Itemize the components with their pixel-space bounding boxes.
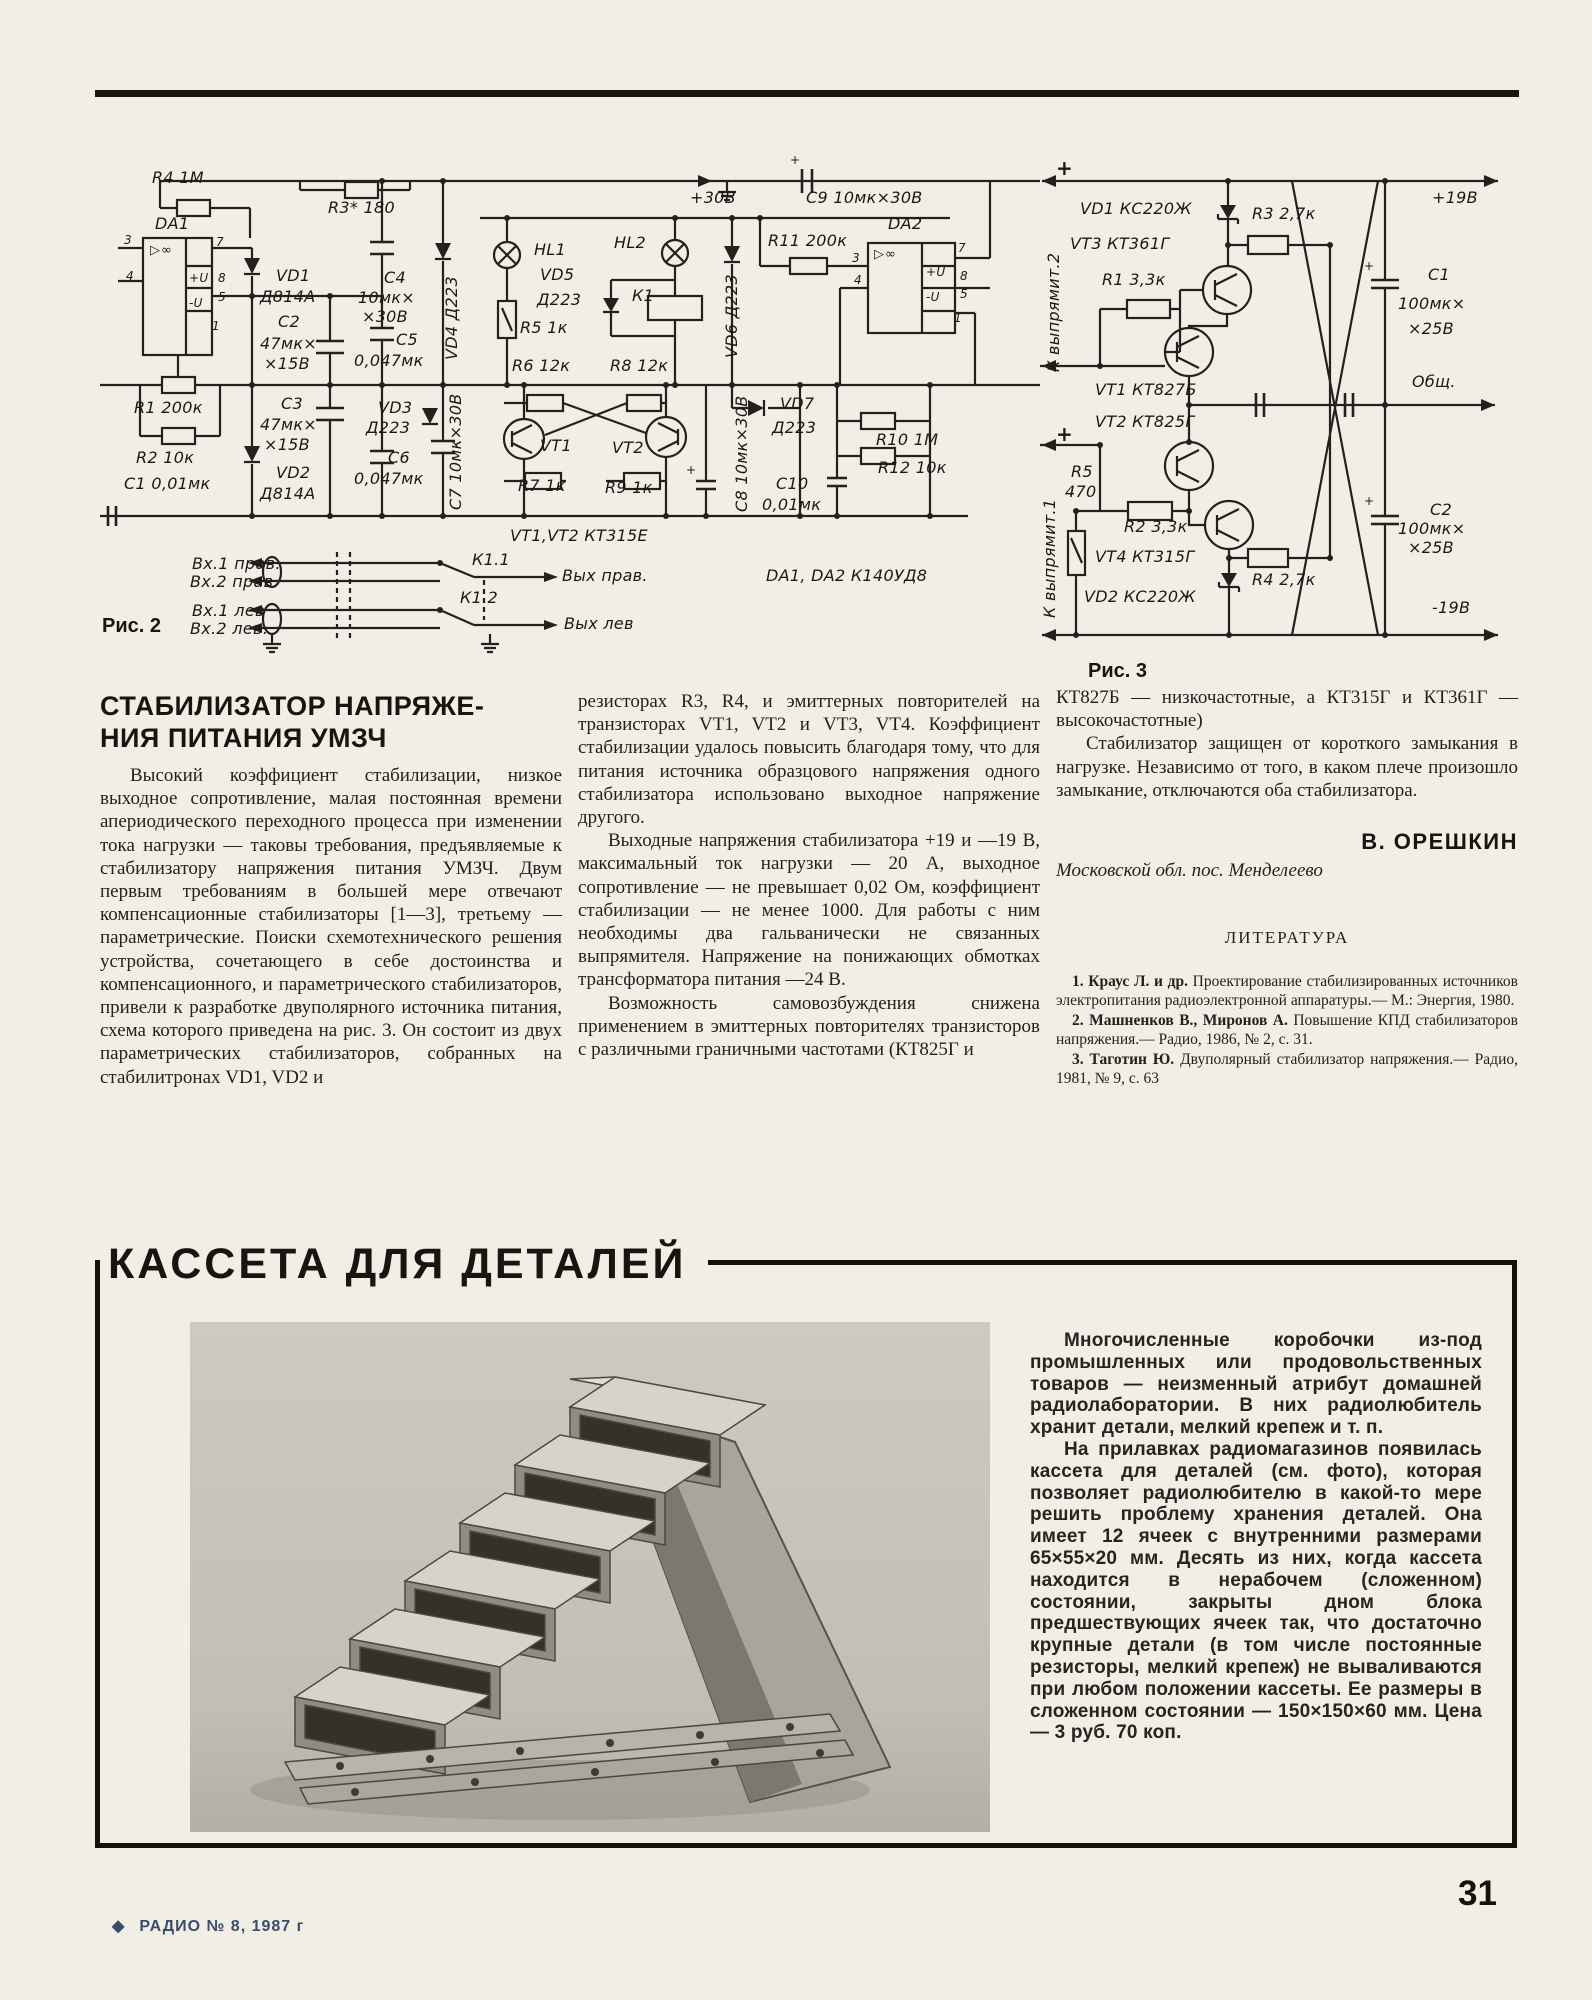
schematic-label: 47мк× [260, 334, 317, 353]
page-number: 31 [1458, 1874, 1497, 1913]
schematic-label: DA1 [155, 214, 190, 233]
schematic-label: R1 200к [134, 398, 203, 417]
reference-list [1056, 972, 1518, 1089]
schematic-label: R4 1М [152, 168, 204, 187]
schematic-label: 1 [954, 311, 962, 325]
reference-text: Двуполярный стабилизатор напряжения.— Радио, 1981, № 9, с. 63 [1056, 1050, 1518, 1088]
schematic-label: Д814А [260, 287, 316, 306]
schematic-label: R8 12к [610, 356, 669, 375]
schematic-label: ×15В [264, 435, 310, 454]
top-rule [95, 90, 1519, 97]
schematic-label: R10 1М [876, 430, 939, 449]
schematic-label: R11 200к [768, 231, 848, 250]
schematic-label: Вых прав. [562, 566, 648, 585]
author-location: Московской обл. пос. Менделеево [1056, 860, 1323, 882]
paragraph: Многочисленные коробочки из-под промышленных или продовольственных товаров — неизменный атрибут домашней радиолаборатории. В них радиолюбитель хранит детали, мелкий крепеж и т. п. [1030, 1330, 1482, 1439]
schematic-label: +19В [1432, 188, 1478, 207]
schematic-label: 4 [126, 269, 134, 283]
schematic-label: -U [926, 290, 940, 304]
schematic-label: R5 1к [520, 318, 568, 337]
reference-text: Повышение КПД стабилизаторов напряжения.— Радио, 1986, № 2, с. 31. [1056, 1011, 1519, 1049]
schematic-label: С9 10мк×30В [806, 188, 923, 207]
schematic-label: С3 [281, 394, 303, 413]
schematic-label: С7 10мк×30В [446, 393, 465, 510]
schematic-label: 8 [218, 271, 226, 285]
schematic-label: Вх.1 прав. [192, 554, 281, 573]
schematic-label: VD1 [276, 266, 311, 285]
schematic-label: -U [189, 296, 203, 310]
schematic-label: VT1 КТ827Б [1095, 380, 1197, 399]
schematic-label: VD4 Д223 [442, 276, 461, 360]
schematic-label: 3 [124, 233, 132, 247]
schematic-label: 7 [216, 235, 224, 249]
article-column-1 [100, 690, 562, 1089]
author-name: В. ОРЕШКИН [1361, 829, 1518, 855]
schematic-label: Д223 [537, 290, 582, 309]
figure-3-schematic [1040, 148, 1540, 668]
column-3-body [1056, 686, 1518, 802]
schematic-label: VT1 [540, 436, 572, 455]
schematic-label: VT2 [612, 438, 644, 457]
schematic-label: Д223 [366, 418, 411, 437]
schematic-label: С8 10мк×30В [732, 395, 751, 512]
schematic-label: R7 1к [518, 476, 566, 495]
schematic-label: С5 [396, 330, 418, 349]
schematic-label: 47мк× [260, 415, 317, 434]
schematic-label: VD6 Д223 [722, 274, 741, 358]
paragraph: Стабилизатор защищен от короткого замыкания в нагрузке. Независимо от того, в каком плече произошло замыкание, отключаются оба стабилизатора. [1056, 733, 1518, 801]
reference-authors: 1. Краус Л. и др. [1072, 972, 1188, 990]
schematic-label: 7 [958, 241, 966, 255]
schematic-label: -19В [1432, 598, 1471, 617]
schematic-label: +U [926, 265, 946, 279]
schematic-label: DA2 [888, 214, 923, 233]
schematic-label: R2 10к [136, 448, 195, 467]
schematic-label: 0,047мк [354, 351, 424, 370]
schematic-label: ▷∞ [874, 247, 897, 262]
paragraph: Высокий коэффициент стабилизации, низкое выходное сопротивление, малая постоянная времени апериодического переходного процесса при изменении тока нагрузки — таковы требования, предъявляемые к стабилизатору напряжения питания УМЗЧ. Двум первым требованиям в большей мере отвечают компенсационные стабилизаторы [1—3], третьему — параметрические. Поиски схемотехнического решения устройства, сочетающего в себе достоинства и компенсационного, и параметрического стабилизаторов, привели к разработке двуполярного источника питания, схема которого приведена на рис. 3. Он состоит из двух параметрических стабилизаторов, собранных на стабилитронах VD1, VD2 и [100, 765, 562, 1088]
reference-item [1056, 972, 1518, 1011]
schematic-label: +30В [690, 188, 736, 207]
reference-item [1056, 1011, 1518, 1050]
schematic-label: Общ. [1412, 372, 1456, 391]
figure-2-labels [100, 148, 1050, 668]
cassette-paragraphs [1030, 1330, 1482, 1744]
schematic-label: ▷∞ [150, 243, 173, 258]
schematic-label: + [1056, 422, 1074, 446]
schematic-label: С10 [776, 474, 809, 493]
schematic-label: + [1056, 156, 1074, 180]
cassette-photo-image [190, 1322, 990, 1832]
column-2-body [578, 690, 1040, 1061]
reference-text: Проектирование стабилизированных источников электропитания радиоэлектронной аппаратуры.— М.: Энергия, 1980. [1056, 972, 1519, 1010]
paragraph: КТ827Б — низкочастотные, а КТ315Г и КТ361Г — высокочастотные) [1056, 687, 1518, 732]
magazine-issue: РАДИО № 8, 1987 г [139, 1918, 305, 1935]
schematic-label: ×30В [362, 307, 408, 326]
schematic-label: 0,01мк [762, 495, 822, 514]
paragraph: резисторах R3, R4, и эмиттерных повторителей на транзисторах VT1, VT2 и VT3, VT4. Коэффициент стабилизации удалось повысить благодаря тому, что для питания источника образцового напряжения одного стабилизатора использовано выходное напряжение другого. [578, 691, 1040, 829]
schematic-label: VT1,VT2 КТ315Е [510, 526, 648, 545]
schematic-label: + [1364, 494, 1375, 508]
schematic-label: + [1364, 259, 1375, 273]
schematic-label: 3 [852, 251, 860, 265]
schematic-label: К1.1 [472, 550, 511, 569]
schematic-label: +U [189, 271, 209, 285]
schematic-label: С4 [384, 268, 406, 287]
schematic-label: VT3 КТ361Г [1070, 234, 1170, 253]
schematic-label: К1.2 [460, 588, 499, 607]
article-title [100, 690, 562, 754]
schematic-label: + [790, 153, 801, 167]
diamond-icon: ◆ [112, 1918, 126, 1935]
schematic-label: ×25В [1408, 319, 1454, 338]
schematic-label: 8 [960, 269, 968, 283]
figure-2-schematic [100, 148, 1050, 668]
cassette-article-text [1030, 1330, 1482, 1744]
schematic-label: Вых лев [564, 614, 634, 633]
schematic-label: Вх.2 прав. [190, 572, 279, 591]
schematic-label: + [686, 463, 697, 477]
schematic-label: С1 0,01мк [124, 474, 211, 493]
article-title-line1: СТАБИЛИЗАТОР НАПРЯЖЕ- [100, 691, 485, 721]
schematic-label: HL2 [614, 233, 647, 252]
schematic-label: VD2 КС220Ж [1084, 587, 1196, 606]
schematic-label: С2 [278, 312, 300, 331]
article-column-2 [578, 690, 1040, 1061]
schematic-label: 5 [218, 290, 226, 304]
reference-authors: 2. Машненков В., Миронов А. [1072, 1011, 1288, 1029]
schematic-label: 5 [960, 287, 968, 301]
schematic-label: К выпрямит.1 [1040, 498, 1059, 618]
schematic-label: Вх.1 лев [192, 601, 265, 620]
schematic-label: R1 3,3к [1102, 270, 1166, 289]
schematic-label: R9 1к [605, 478, 653, 497]
schematic-label: С2 [1430, 500, 1452, 519]
figure-3-labels [1040, 148, 1540, 668]
reference-item [1056, 1050, 1518, 1089]
figure-3-caption: Рис. 3 [1088, 660, 1147, 682]
schematic-label: 0,047мк [354, 469, 424, 488]
schematic-label: VD5 [540, 265, 575, 284]
reference-authors: 3. Таготин Ю. [1072, 1050, 1175, 1068]
schematic-label: С1 [1428, 265, 1450, 284]
schematic-label: R5 [1071, 462, 1093, 481]
schematic-label: К1 [632, 286, 655, 305]
schematic-label: DA1, DA2 К140УД8 [766, 566, 928, 585]
schematic-label: R3* 180 [328, 198, 396, 217]
paragraph: Возможность самовозбуждения снижена применением в эмиттерных повторителях транзисторов с различными граничными частотами (КТ825Г и [578, 992, 1040, 1061]
schematic-label: Д223 [772, 418, 817, 437]
cassette-headline: КАССЕТА ДЛЯ ДЕТАЛЕЙ [100, 1240, 708, 1293]
article-title-line2: НИЯ ПИТАНИЯ УМЗЧ [100, 723, 387, 753]
schematic-label: VD1 КС220Ж [1080, 199, 1192, 218]
schematic-label: 4 [854, 273, 862, 287]
schematic-label: 100мк× [1398, 294, 1466, 313]
schematic-label: R4 2,7к [1252, 570, 1316, 589]
schematic-label: VD3 [378, 398, 413, 417]
schematic-label: ×15В [264, 354, 310, 373]
figure-2-caption: Рис. 2 [102, 615, 161, 637]
schematic-label: VT2 КТ825Г [1095, 412, 1195, 431]
schematic-label: С6 [388, 448, 410, 467]
footer-issue-info [112, 1916, 304, 1936]
schematic-label: VD7 [780, 394, 815, 413]
schematic-label: R2 3,3к [1124, 517, 1188, 536]
paragraph: На прилавках радиомагазинов появилась кассета для деталей (см. фото), которая позволяет радиолюбителю в какой-то мере решить проблему хранения деталей. Она имеет 12 ячеек с внутренними размерами 65×55×20 мм. Десять из них, когда кассета находится в нерабочем (сложенном) состоянии, закрыты дном блока предшествующих ячеек так, что достаточно крупные детали (в том числе постоянные резисторы, мелкий крепеж) не вываливаются при любом положении кассеты. Ее размеры в сложенном состоянии — 150×150×60 мм. Цена — 3 руб. 70 коп. [1030, 1438, 1482, 1744]
schematic-label: К выпрямит.2 [1044, 252, 1063, 372]
schematic-label: 1 [212, 319, 220, 333]
schematic-label: ×25В [1408, 538, 1454, 557]
column-1-body [100, 764, 562, 1089]
schematic-label: R12 10к [878, 458, 947, 477]
paragraph: Выходные напряжения стабилизатора +19 и —19 В, максимальный ток нагрузки — 20 А, выходное сопротивление — не превышает 0,02 Ом, коэффициент стабилизации — не менее 1000. Для работы с ним необходимы два гальванически не связанных выпрямителя. Напряжение на понижающих обмотках трансформатора питания —24 В. [578, 830, 1040, 991]
schematic-label: R6 12к [512, 356, 571, 375]
schematic-label: HL1 [534, 240, 567, 259]
schematic-label: 10мк× [358, 288, 415, 307]
literature-heading: ЛИТЕРАТУРА [1224, 928, 1350, 948]
schematic-label: Д814А [260, 484, 316, 503]
schematic-label: VT4 КТ315Г [1095, 547, 1195, 566]
schematic-label: Вх.2 лев. [190, 619, 269, 638]
schematic-label: 470 [1065, 482, 1097, 501]
article-column-3 [1056, 686, 1518, 1089]
schematic-label: 100мк× [1398, 519, 1466, 538]
schematic-label: R3 2,7к [1252, 204, 1316, 223]
schematic-label: VD2 [276, 463, 311, 482]
